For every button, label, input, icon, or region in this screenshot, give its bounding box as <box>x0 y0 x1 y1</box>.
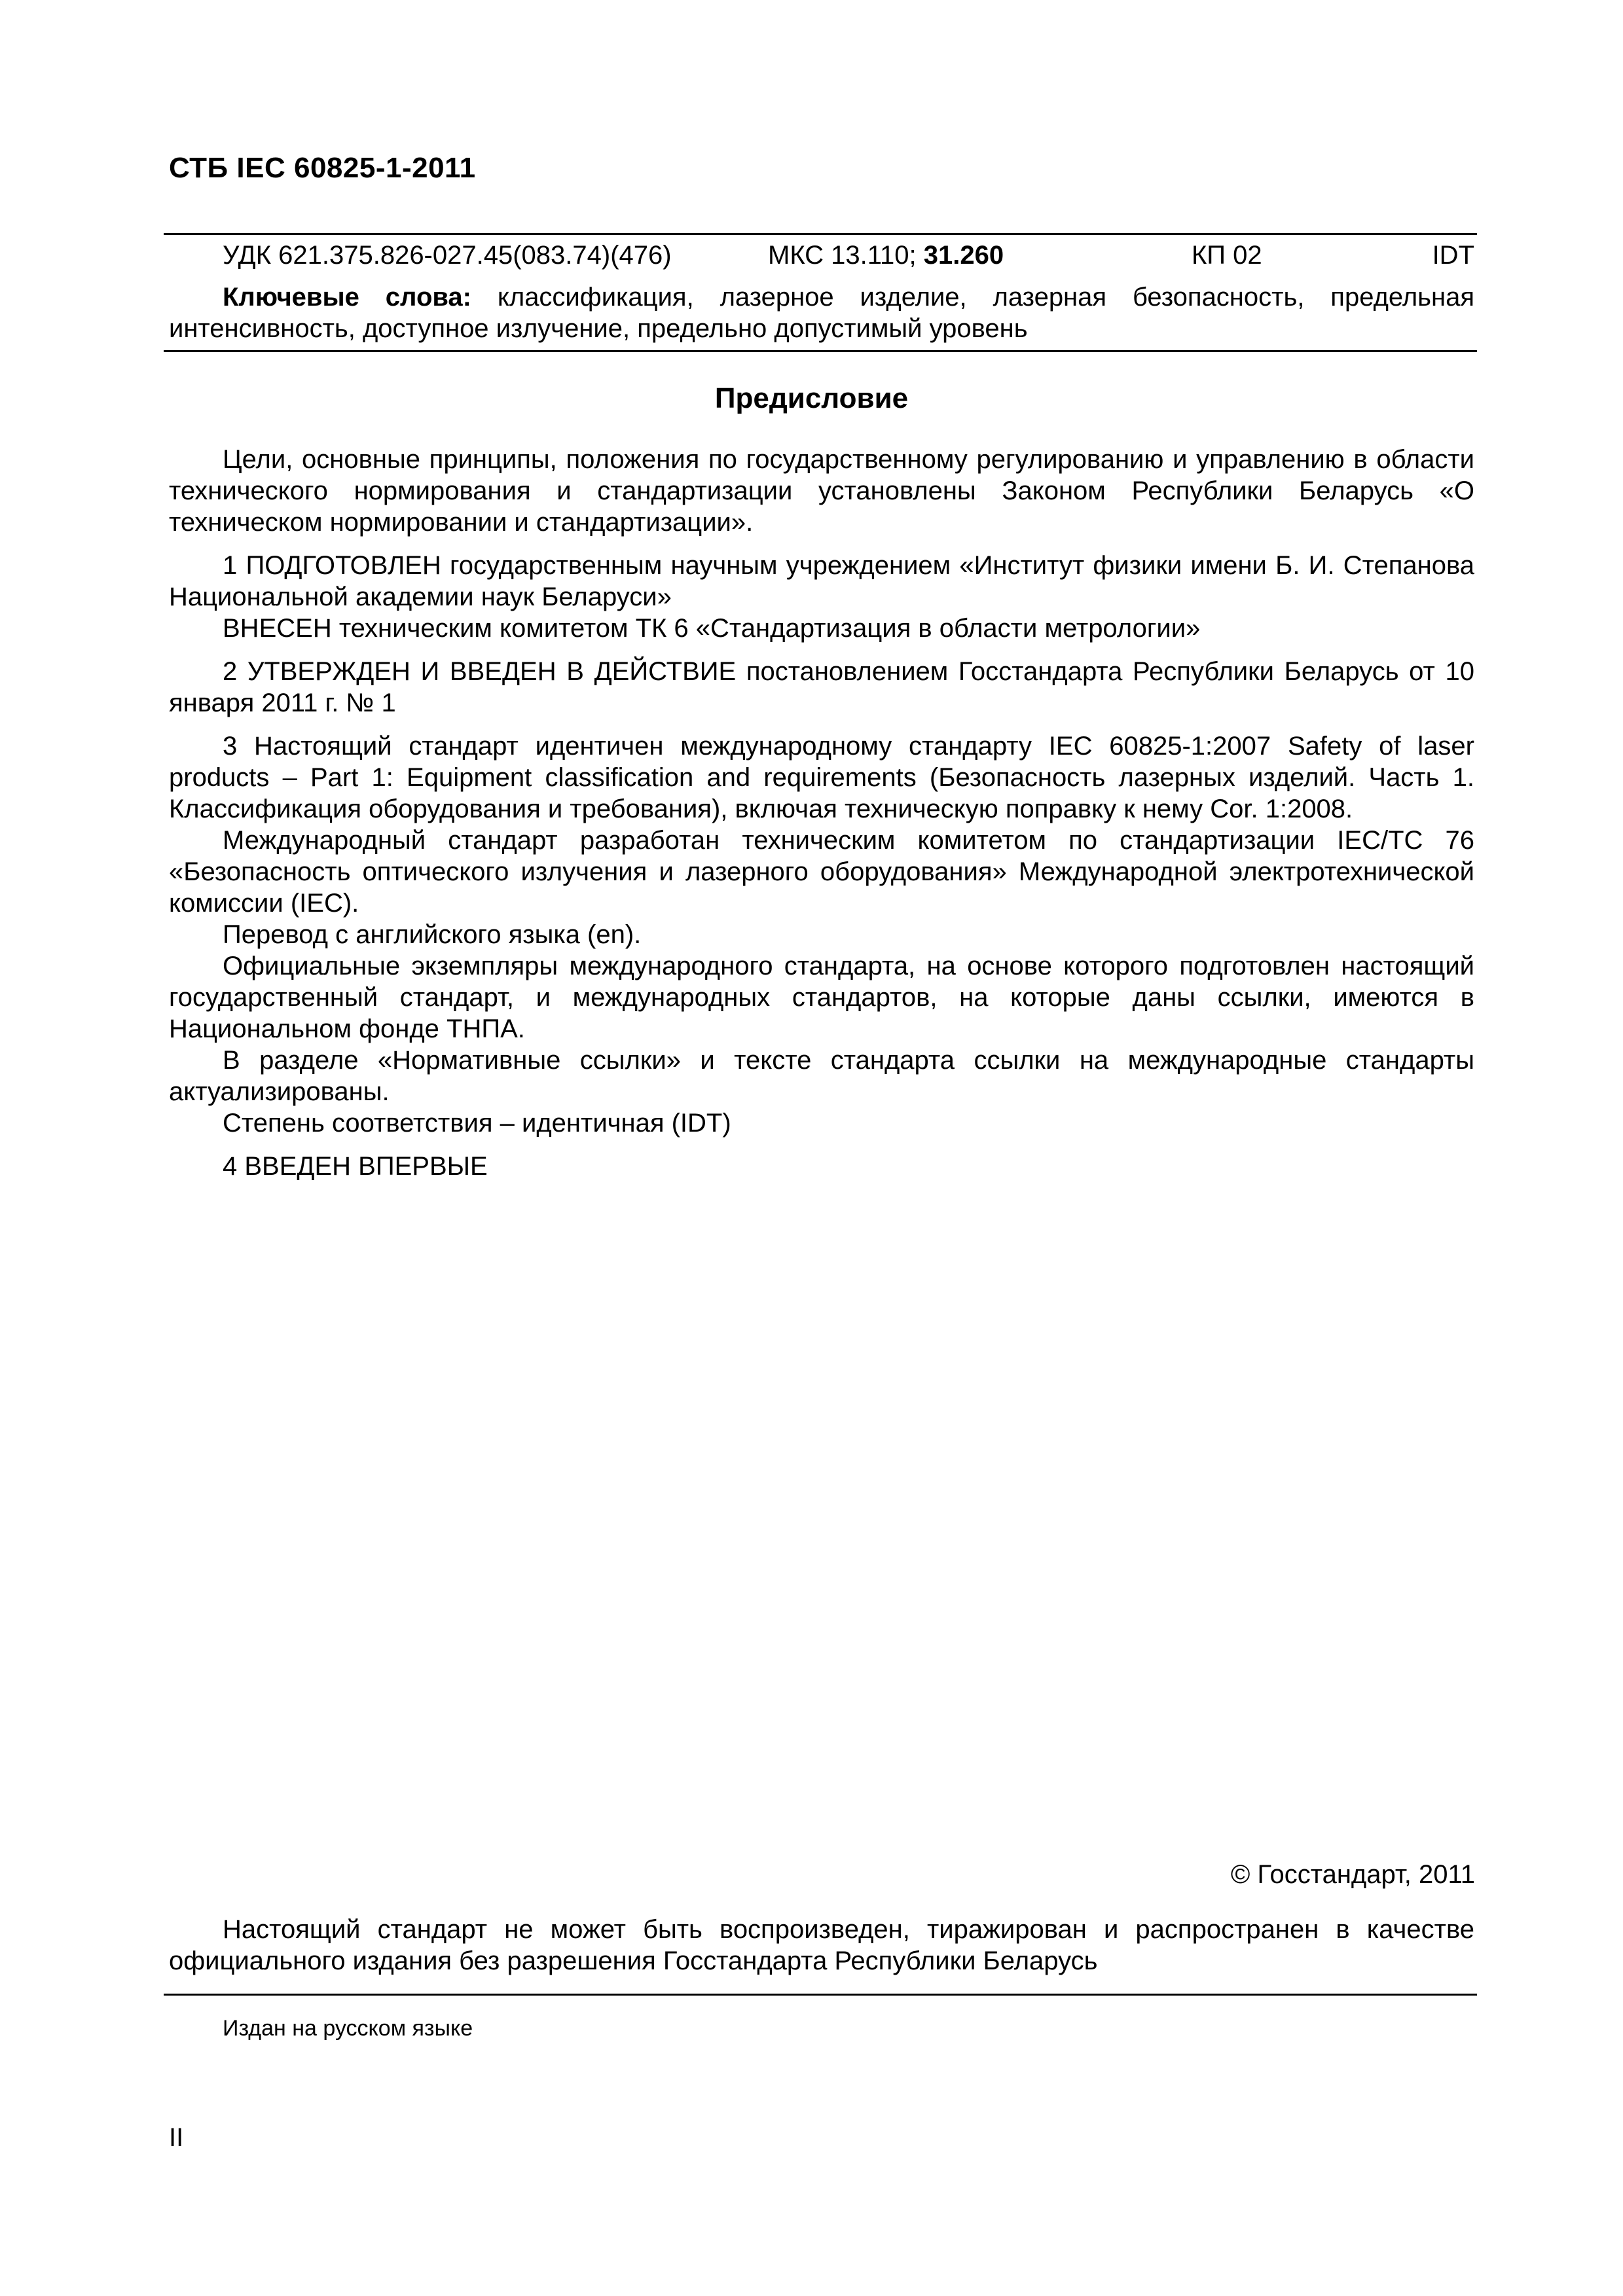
keywords-label: Ключевые слова: <box>223 283 472 312</box>
top-divider <box>164 233 1477 235</box>
reproduction-notice-block <box>169 1914 1474 1977</box>
preface-paragraph: Международный стандарт разработан техническим комитетом по стандартизации IEC/TC 76 «Безопасность оптического излучения и лазерного оборудования» Международной электротехнической комиссии (IEC). <box>169 826 1474 918</box>
preface-paragraph: 4 ВВЕДЕН ВПЕРВЫЕ <box>223 1152 488 1181</box>
preface-paragraph: 3 Настоящий стандарт идентичен международному стандарту IEC 60825-1:2007 Safety of laser products – Part 1: Equipment classification and requirements (Безопасность лазерных изделий. Часть 1. Классификация оборудования и требования), включая техническую поправку к нему Cor. 1:2008. <box>169 732 1474 823</box>
copyright: © Госстандарт, 2011 <box>1230 1860 1475 1889</box>
preface-paragraph: 1 ПОДГОТОВЛЕН государственным научным учреждением «Институт физики имени Б. И. Степанова Национальной академии наук Беларуси» <box>169 551 1474 611</box>
mks-prefix: МКС 13.110; <box>768 241 924 270</box>
keywords-block <box>169 281 1474 344</box>
udk-code: УДК 621.375.826-027.45(083.74)(476) <box>223 241 672 270</box>
preface-paragraph: Цели, основные принципы, положения по государственному регулированию и управлению в области технического нормирования и стандартизации установлены Законом Республики Беларусь «О техническом нормировании и стандартизации». <box>169 445 1474 537</box>
mks-code <box>768 241 1004 270</box>
mks-bold-code: 31.260 <box>923 241 1004 270</box>
preface-paragraph: В разделе «Нормативные ссылки» и тексте стандарта ссылки на международные стандарты актуализированы. <box>169 1046 1474 1106</box>
document-code: СТБ IEC 60825-1-2011 <box>169 152 476 184</box>
preface-title: Предисловие <box>714 382 909 414</box>
preface-paragraph: Официальные экземпляры международного стандарта, на основе которого подготовлен настоящий государственный стандарт, и международных стандартов, на которые даны ссылки, имеются в Национальном фонде ТНПА. <box>169 952 1474 1043</box>
keywords-text: классификация, лазерное изделие, лазерная безопасность, предельная интенсивность, доступное излучение, предельно допустимый уровень <box>169 283 1475 343</box>
keywords-divider <box>164 350 1477 352</box>
preface-paragraph: ВНЕСЕН техническим комитетом ТК 6 «Стандартизация в области метрологии» <box>223 614 1201 643</box>
idt-label: IDT <box>1432 241 1474 270</box>
footer-divider <box>164 1994 1477 1996</box>
preface-paragraph: Степень соответствия – идентичная (IDT) <box>223 1109 731 1138</box>
preface-paragraph: Перевод с английского языка (en). <box>223 920 642 949</box>
publication-language: Издан на русском языке <box>223 2016 473 2041</box>
kp-code: КП 02 <box>1192 241 1262 270</box>
preface-paragraph: 2 УТВЕРЖДЕН И ВВЕДЕН В ДЕЙСТВИЕ постановлением Госстандарта Республики Беларусь от 10 января 2011 г. № 1 <box>169 657 1474 717</box>
reproduction-notice: Настоящий стандарт не может быть воспроизведен, тиражирован и распространен в качестве официального издания без разрешения Госстандарта Республики Беларусь <box>169 1915 1474 1975</box>
preface-body <box>169 444 1474 1182</box>
classification-row <box>223 241 1474 274</box>
page-number: II <box>169 2123 184 2152</box>
